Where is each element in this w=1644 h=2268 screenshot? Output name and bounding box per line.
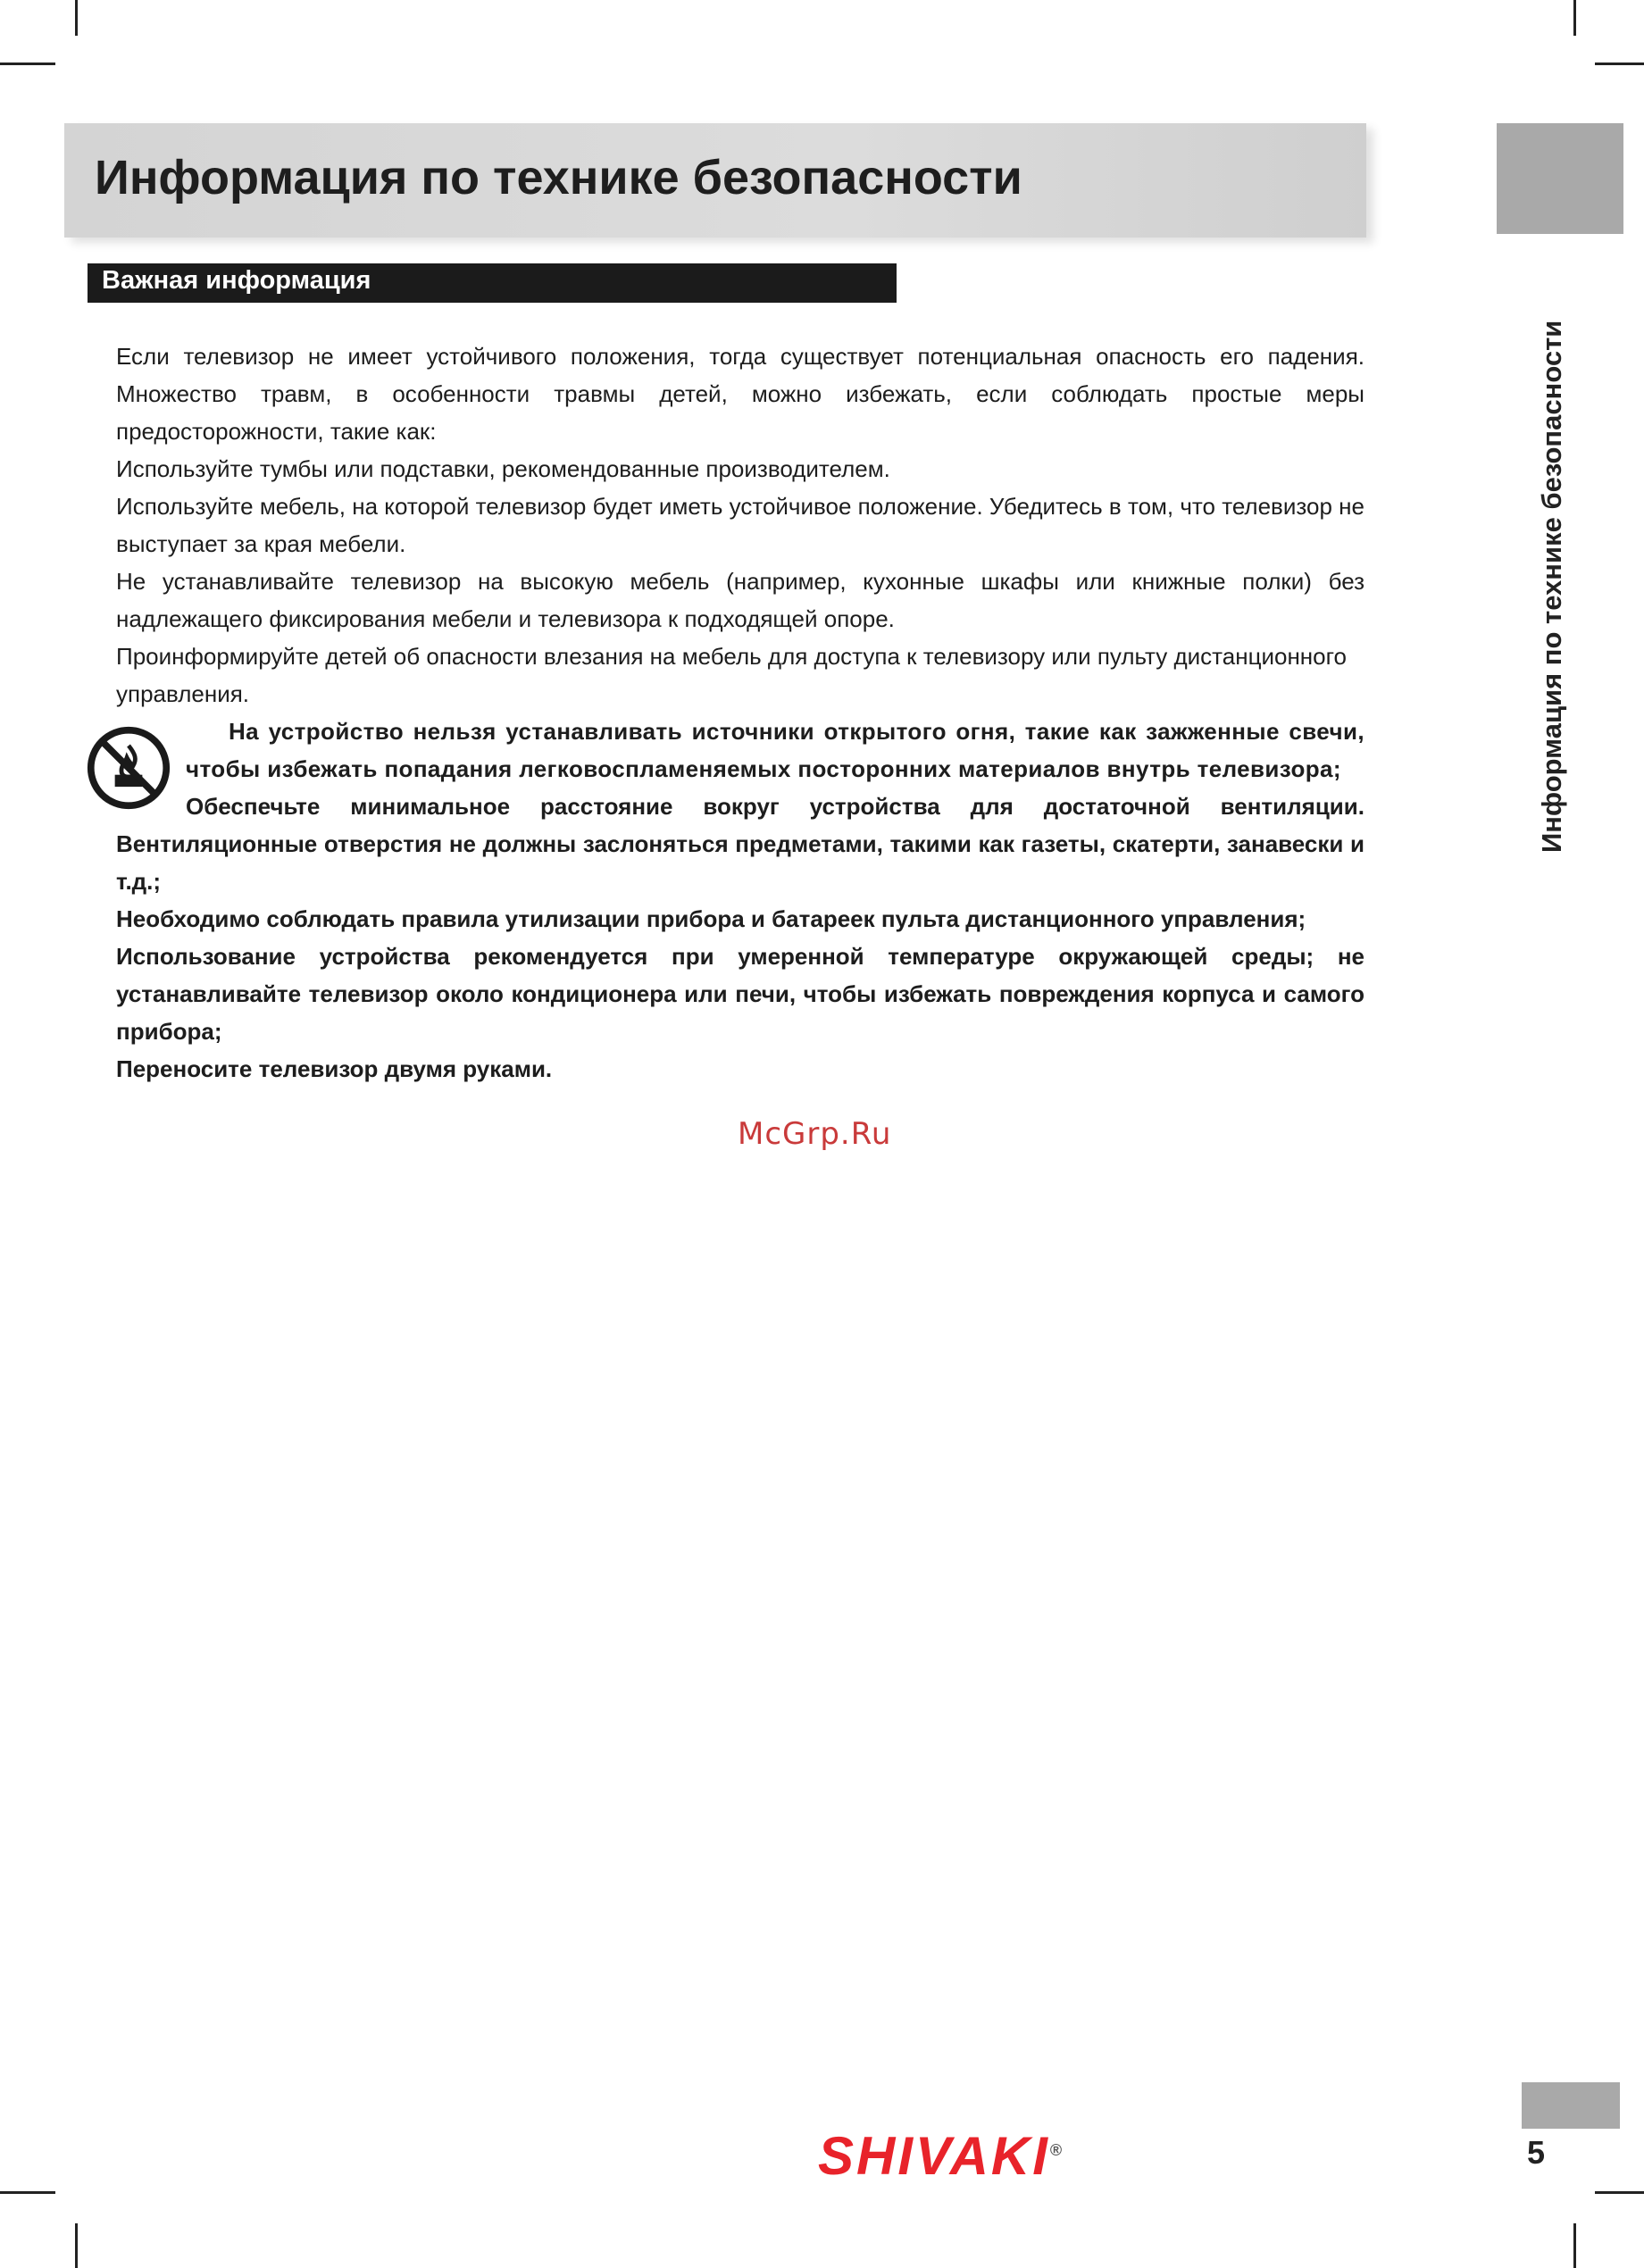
page-number-tab — [1522, 2082, 1620, 2129]
brand-registered-mark: ® — [1049, 2141, 1065, 2159]
fire-warning-text: На устройство нельзя устанавливать источники открытого огня, такие как зажженные свечи, чтобы избежать попадания легковоспламеняемых посторонних материалов внутрь телевизора; — [186, 718, 1364, 782]
section-heading: Важная информация — [88, 263, 897, 303]
safety-text — [116, 338, 1364, 1088]
no-open-flame-icon — [86, 725, 171, 811]
crop-mark — [1573, 0, 1576, 36]
safety-item: Не устанавливайте телевизор на высокую мебель (например, кухонные шкафы или книжные полки) без надлежащего фиксирования мебели и телевизора к подходящей опоре. — [116, 568, 1364, 632]
page-title: Информация по технике безопасности — [95, 151, 1022, 204]
temperature-warning: Использование устройства рекомендуется при умеренной температуре окружающей среды; не устанавливайте телевизор около кондиционера или печи, чтобы избежать повреждения корпуса и самого прибора; — [116, 943, 1364, 1045]
recycling-warning: Необходимо соблюдать правила утилизации прибора и батареек пульта дистанционного управления; — [116, 905, 1306, 932]
fire-warning — [116, 713, 1364, 788]
crop-mark — [1573, 2223, 1576, 2268]
page-number: 5 — [1527, 2134, 1546, 2171]
crop-mark — [1595, 2191, 1644, 2194]
safety-item: Проинформируйте детей об опасности влезания на мебель для доступа к телевизору или пульту дистанционного управления. — [116, 643, 1347, 707]
chapter-side-label-text: Информация по технике безопасности — [1536, 320, 1567, 853]
crop-mark — [75, 2223, 78, 2268]
chapter-tab — [1497, 123, 1623, 234]
safety-item: Используйте тумбы или подставки, рекомендованные производителем. — [116, 455, 890, 482]
ventilation-warning: Обеспечьте минимальное расстояние вокруг устройства для достаточной вентиляции. Вентиляционные отверстия не должны заслоняться предметами, такими как газеты, скатерти, занавески и т.д.; — [116, 793, 1364, 895]
crop-mark — [0, 2191, 55, 2194]
brand-logo — [818, 2125, 1064, 2187]
safety-item: Используйте мебель, на которой телевизор будет иметь устойчивое положение. Убедитесь в том, что телевизор не выступает за края мебели. — [116, 493, 1364, 557]
crop-mark — [0, 63, 55, 65]
carry-warning: Переносите телевизор двумя руками. — [116, 1055, 553, 1082]
brand-logo-text: SHIVAKI — [818, 2126, 1050, 2186]
crop-mark — [1595, 63, 1644, 65]
watermark: McGrp.Ru — [738, 1116, 892, 1152]
crop-mark — [75, 0, 78, 36]
intro-paragraph: Если телевизор не имеет устойчивого положения, тогда существует потенциальная опасность его падения. Множество травм, в особенности травмы детей, можно избежать, если соблюдать простые меры предосторожности, такие как: — [116, 343, 1364, 445]
